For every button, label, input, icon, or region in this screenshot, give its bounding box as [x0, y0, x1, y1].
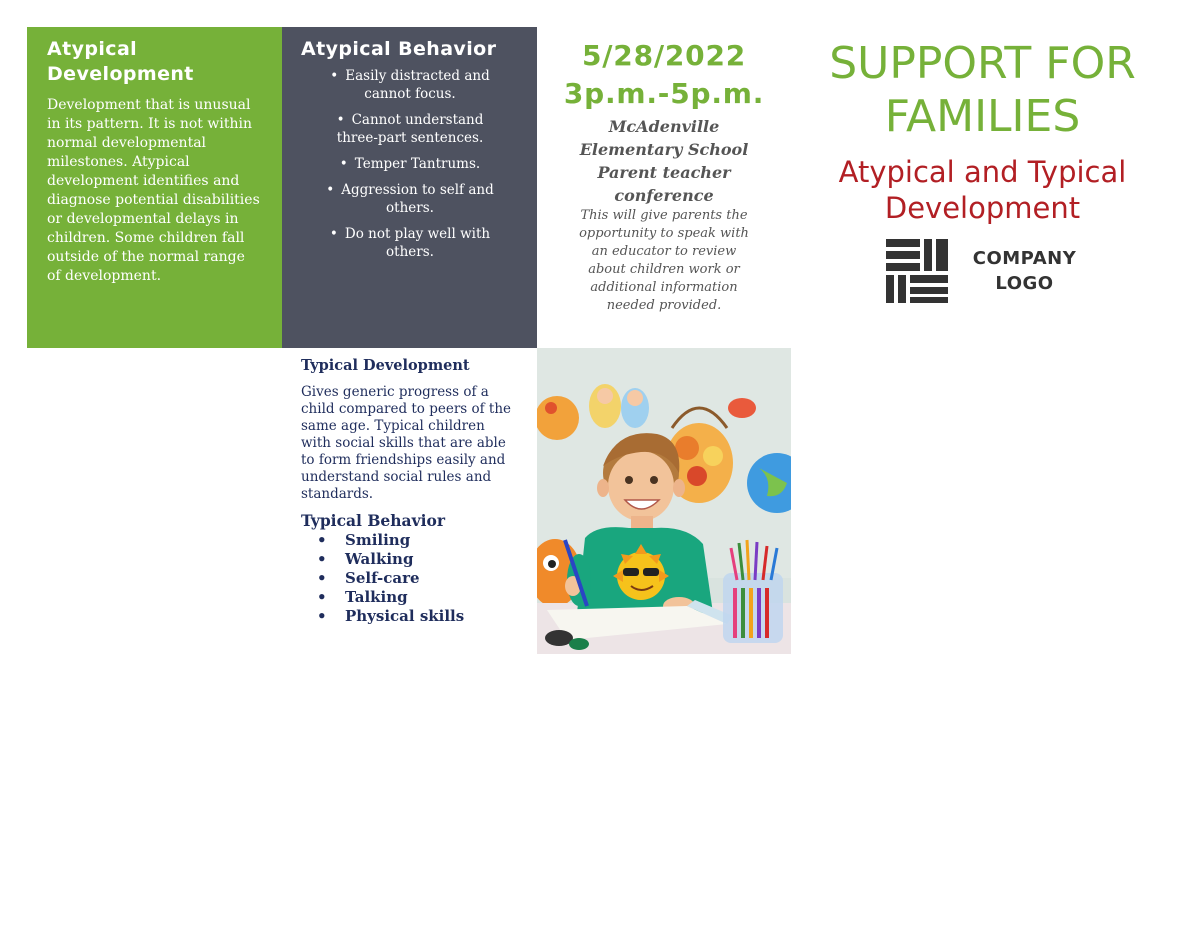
list-item: • Smiling	[317, 531, 411, 549]
list-item: • Aggression to self and others.	[326, 182, 494, 216]
event-date: 5/28/2022	[581, 39, 747, 72]
atypical-development-panel	[27, 27, 282, 348]
logo-text: COMPANY LOGO	[972, 248, 1077, 294]
event-panel	[537, 27, 791, 348]
child-photo	[537, 348, 791, 654]
title-panel	[792, 27, 1173, 327]
event-time: 3p.m.-5p.m.	[563, 77, 765, 110]
list-item: • Self-care	[317, 569, 420, 587]
typical-development-heading: Typical Development	[301, 357, 470, 374]
page-title: SUPPORT FOR FAMILIES	[829, 38, 1136, 142]
list-item: • Physical skills	[317, 607, 465, 625]
typical-development-panel	[282, 348, 537, 654]
list-item: • Walking	[317, 550, 414, 568]
typical-behavior-list	[301, 531, 519, 626]
atypical-behavior-panel	[282, 27, 537, 348]
atypical-behavior-list	[301, 67, 519, 261]
typical-behavior-heading: Typical Behavior	[301, 511, 446, 530]
child-drawing-illustration	[537, 348, 791, 654]
list-item: • Easily distracted and cannot focus.	[330, 68, 490, 102]
page-subtitle: Atypical and Typical Development	[838, 155, 1127, 225]
logo-mark-icon	[886, 239, 948, 303]
event-description: This will give parents the opportunity to speak with an educator to review about children work or additional information needed provided.	[579, 208, 749, 313]
event-location: McAdenville Elementary School Parent teacher conference	[579, 117, 749, 205]
list-item: • Talking	[317, 588, 408, 606]
atypical-development-text: Development that is unusual in its pattern. It is not within normal developmental milestones. Atypical development identifies and diagnose potential disabilities or developmental delays in children. Some children fall outside of the normal range of development.	[47, 97, 260, 284]
company-logo	[886, 239, 1087, 303]
list-item: • Cannot understand three-part sentences.	[336, 112, 484, 146]
list-item: • Temper Tantrums.	[339, 156, 481, 172]
list-item: • Do not play well with others.	[329, 226, 491, 260]
atypical-behavior-heading: Atypical Behavior	[301, 38, 497, 60]
atypical-development-heading: Atypical Development	[47, 38, 194, 85]
typical-development-text: Gives generic progress of a child compared to peers of the same age. Typical children with social skills that are able to form friendships easily and understand social rules and standards.	[301, 384, 512, 502]
